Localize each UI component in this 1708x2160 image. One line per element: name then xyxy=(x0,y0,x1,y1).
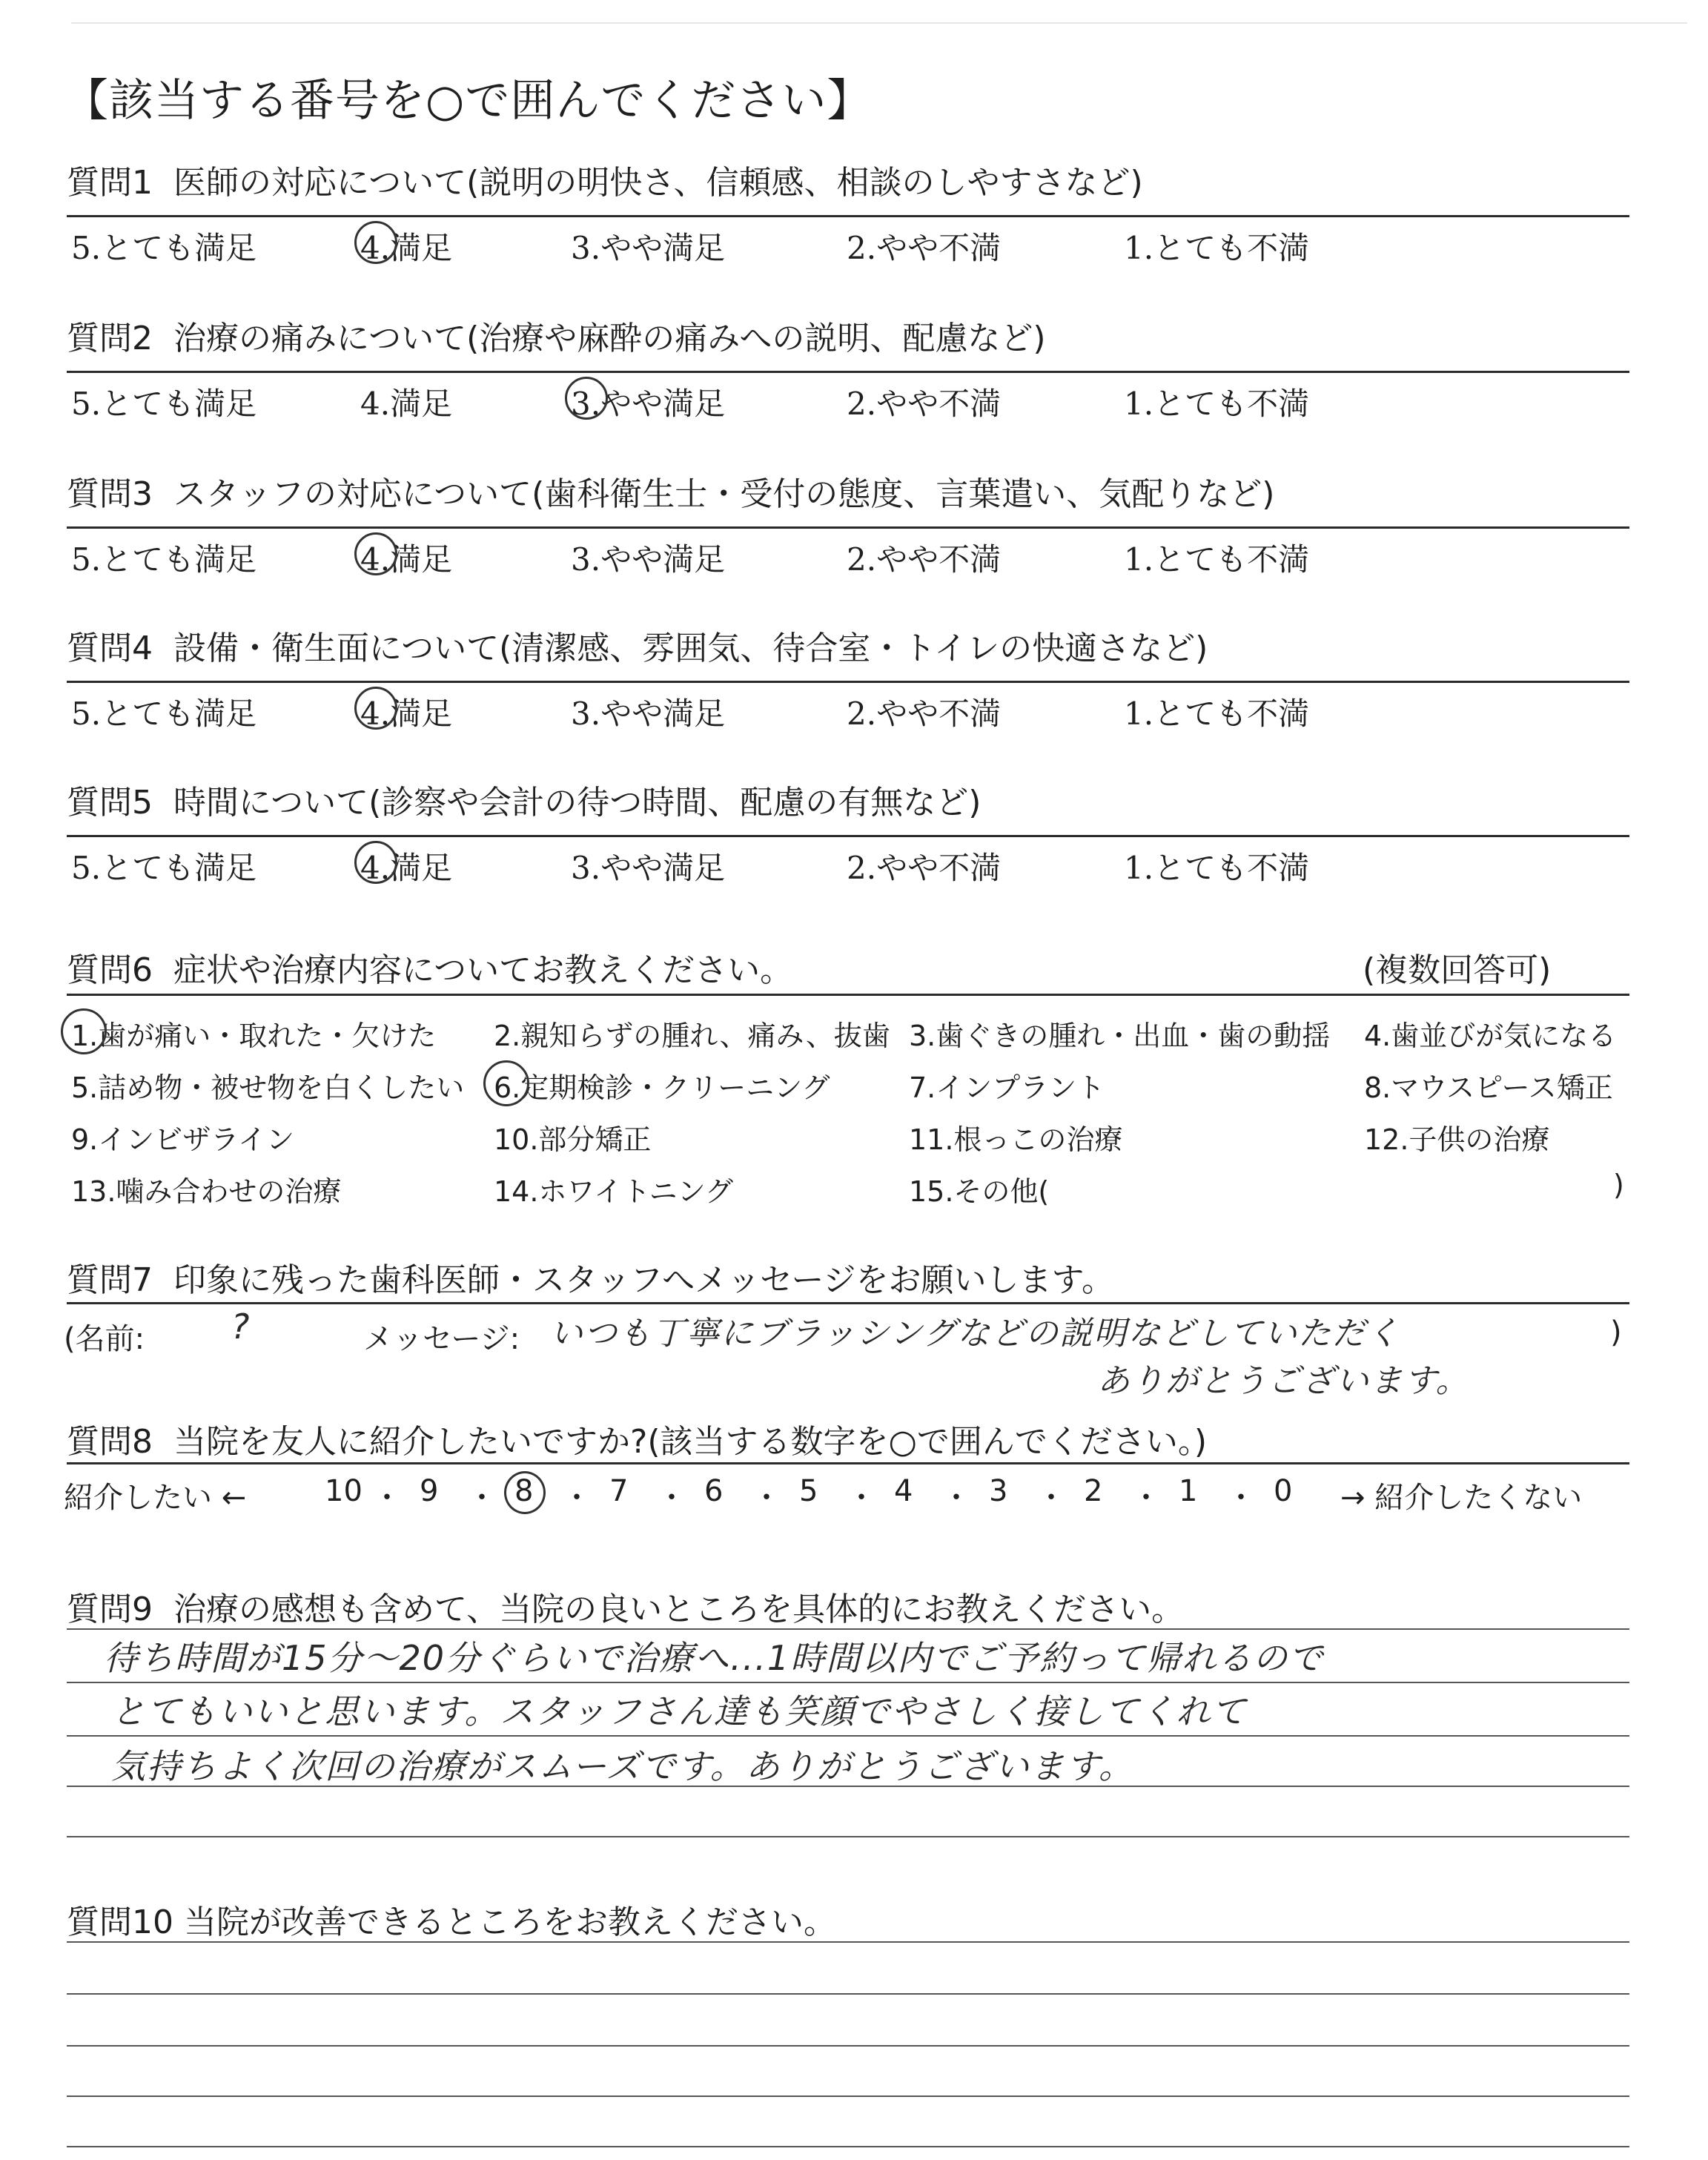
q6-selected-circle xyxy=(61,1008,107,1054)
q7-message-label: メッセージ: xyxy=(363,1322,520,1356)
q6-option-2[interactable]: 2.親知らずの腫れ、痛み、抜歯 xyxy=(494,1020,890,1052)
q6-option-8[interactable]: 8.マウスピース矯正 xyxy=(1364,1071,1613,1104)
q9-rule-3 xyxy=(67,1735,1629,1737)
q3-option-2[interactable]: 2.やや不満 xyxy=(847,541,1002,578)
q8-separator: ・ xyxy=(562,1481,592,1515)
q3-option-3[interactable]: 3.やや満足 xyxy=(571,541,726,578)
q9-label: 質問9 xyxy=(67,1591,153,1628)
q5-heading xyxy=(67,776,981,823)
q3-option-5[interactable]: 5.とても満足 xyxy=(71,541,257,578)
q2-selected-circle xyxy=(565,377,608,420)
q6-option-10[interactable]: 10.部分矯正 xyxy=(494,1123,652,1156)
q2-option-4[interactable]: 4.満足 xyxy=(360,386,453,422)
q2-option-3[interactable]: 3.やや満足 xyxy=(571,386,726,422)
q8-separator: ・ xyxy=(1226,1481,1256,1515)
q4-option-5[interactable]: 5.とても満足 xyxy=(71,696,257,732)
q3-option-4[interactable]: 4.満足 xyxy=(360,541,453,578)
q6-option-7[interactable]: 7.インプラント xyxy=(909,1071,1105,1104)
q8-number-0[interactable]: 0 xyxy=(1274,1474,1293,1508)
q6-selected-circle xyxy=(483,1060,529,1106)
q4-label: 質問4 xyxy=(67,630,153,667)
q5-option-3[interactable]: 3.やや満足 xyxy=(571,850,726,886)
q6-text: 症状や治療内容についてお教えください。 xyxy=(173,951,793,989)
q3-option-1[interactable]: 1.とても不満 xyxy=(1124,541,1310,578)
q8-heading xyxy=(67,1415,1207,1462)
q6-option-4[interactable]: 4.歯並びが気になる xyxy=(1364,1020,1617,1052)
q10-rule-5 xyxy=(67,2146,1629,2147)
q1-label: 質問1 xyxy=(67,164,153,202)
q7-message-line2[interactable]: ありがとうございます。 xyxy=(1097,1362,1470,1400)
q8-number-8[interactable]: 8 xyxy=(514,1474,534,1508)
q4-option-2[interactable]: 2.やや不満 xyxy=(847,696,1002,732)
q6-other-close: ) xyxy=(1613,1169,1624,1201)
q6-option-9[interactable]: 9.インビザライン xyxy=(71,1123,295,1156)
q1-heading xyxy=(67,156,1143,203)
q3-heading xyxy=(67,467,1274,515)
q1-option-4[interactable]: 4.満足 xyxy=(360,230,453,266)
q2-heading xyxy=(67,311,1046,359)
q6-heading xyxy=(67,943,792,991)
q5-option-1[interactable]: 1.とても不満 xyxy=(1124,850,1310,886)
q3-label: 質問3 xyxy=(67,475,153,513)
q8-label: 質問8 xyxy=(67,1423,153,1461)
q3-rule xyxy=(67,526,1629,529)
q6-rule xyxy=(67,994,1629,996)
q8-separator: ・ xyxy=(467,1481,497,1515)
q8-number-7[interactable]: 7 xyxy=(609,1474,629,1508)
q8-separator: ・ xyxy=(941,1481,971,1515)
q2-option-5[interactable]: 5.とても満足 xyxy=(71,386,257,422)
q4-option-4[interactable]: 4.満足 xyxy=(360,696,453,732)
q8-selected-circle xyxy=(504,1471,546,1514)
q8-number-9[interactable]: 9 xyxy=(420,1474,439,1508)
q8-separator: ・ xyxy=(1036,1481,1066,1515)
q9-answer-line-2[interactable]: とてもいいと思います。スタッフさん達も笑顔でやさしく接してくれて xyxy=(111,1691,1248,1731)
q1-option-1[interactable]: 1.とても不満 xyxy=(1124,230,1310,266)
q7-heading xyxy=(67,1253,1114,1301)
q9-rule-5 xyxy=(67,1836,1629,1837)
q9-answer-line-1[interactable]: 待ち時間が15分〜20分ぐらいで治療へ...1時間以内でご予約って帰れるので xyxy=(104,1638,1325,1678)
q6-option-12[interactable]: 12.子供の治療 xyxy=(1364,1123,1550,1156)
q8-number-4[interactable]: 4 xyxy=(894,1474,913,1508)
q3-selected-circle xyxy=(354,532,397,575)
q7-name-value[interactable]: ? xyxy=(231,1307,251,1347)
q9-answer-line-3[interactable]: 気持ちよく次回の治療がスムーズです。ありがとうございます。 xyxy=(111,1746,1135,1786)
q6-option-1[interactable]: 1.歯が痛い・取れた・欠けた xyxy=(71,1020,437,1052)
q6-option-3[interactable]: 3.歯ぐきの腫れ・出血・歯の動揺 xyxy=(909,1020,1331,1052)
q6-option-14[interactable]: 14.ホワイトニング xyxy=(494,1175,734,1208)
q1-option-3[interactable]: 3.やや満足 xyxy=(571,230,726,266)
q8-separator: ・ xyxy=(847,1481,876,1515)
q8-number-10[interactable]: 10 xyxy=(325,1474,363,1508)
q1-option-5[interactable]: 5.とても満足 xyxy=(71,230,257,266)
q7-message-line1[interactable]: いつも丁寧にブラッシングなどの説明などしていただく xyxy=(550,1315,1401,1353)
top-border xyxy=(71,22,1687,24)
q5-selected-circle xyxy=(354,841,397,884)
page-title: 【該当する番号を○で囲んでください】 xyxy=(64,75,873,127)
q8-number-3[interactable]: 3 xyxy=(989,1474,1008,1508)
q4-text: 設備・衛生面について(清潔感、雰囲気、待合室・トイレの快適さなど) xyxy=(173,630,1208,667)
q5-rule xyxy=(67,835,1629,837)
q8-right-label: → 紹介したくない xyxy=(1340,1481,1583,1515)
q1-text: 医師の対応について(説明の明快さ、信頼感、相談のしやすさなど) xyxy=(173,164,1143,202)
q5-option-4[interactable]: 4.満足 xyxy=(360,850,453,886)
q9-rule-2 xyxy=(67,1682,1629,1683)
q6-note: (複数回答可) xyxy=(1363,951,1552,989)
q6-option-13[interactable]: 13.噛み合わせの治療 xyxy=(71,1175,342,1208)
q7-text: 印象に残った歯科医師・スタッフへメッセージをお願いします。 xyxy=(173,1261,1114,1299)
q6-option-5[interactable]: 5.詰め物・被せ物を白くしたい xyxy=(71,1071,465,1104)
q8-number-5[interactable]: 5 xyxy=(799,1474,818,1508)
q6-label: 質問6 xyxy=(67,951,153,989)
q4-option-3[interactable]: 3.やや満足 xyxy=(571,696,726,732)
q8-text: 当院を友人に紹介したいですか?(該当する数字を○で囲んでください。) xyxy=(173,1423,1208,1461)
q8-number-6[interactable]: 6 xyxy=(704,1474,724,1508)
q7-label: 質問7 xyxy=(67,1261,153,1299)
q8-separator: ・ xyxy=(372,1481,402,1515)
q10-label: 質問10 xyxy=(67,1903,173,1941)
q8-rule xyxy=(67,1462,1629,1464)
q5-option-5[interactable]: 5.とても満足 xyxy=(71,850,257,886)
q9-text: 治療の感想も含めて、当院の良いところを具体的にお教えください。 xyxy=(173,1591,1185,1628)
q7-name-label: (名前: xyxy=(64,1322,145,1356)
q8-number-1[interactable]: 1 xyxy=(1179,1474,1198,1508)
q2-label: 質問2 xyxy=(67,320,153,357)
q4-option-1[interactable]: 1.とても不満 xyxy=(1124,696,1310,732)
q8-separator: ・ xyxy=(657,1481,686,1515)
q8-separator: ・ xyxy=(752,1481,781,1515)
q8-separator: ・ xyxy=(1131,1481,1161,1515)
q5-text: 時間について(診察や会計の待つ時間、配慮の有無など) xyxy=(173,784,982,822)
q2-text: 治療の痛みについて(治療や麻酔の痛みへの説明、配慮など) xyxy=(173,320,1046,357)
q10-text: 当院が改善できるところをお教えください。 xyxy=(184,1903,836,1941)
q7-rule xyxy=(67,1302,1629,1304)
q10-heading xyxy=(67,1895,836,1943)
q10-rule-2 xyxy=(67,1993,1629,1995)
q4-heading xyxy=(67,621,1208,669)
q8-number-2[interactable]: 2 xyxy=(1084,1474,1103,1508)
q5-label: 質問5 xyxy=(67,784,153,822)
q10-rule-3 xyxy=(67,2045,1629,2047)
q6-option-15[interactable]: 15.その他( xyxy=(909,1175,1050,1208)
q5-option-2[interactable]: 2.やや不満 xyxy=(847,850,1002,886)
q6-option-11[interactable]: 11.根っこの治療 xyxy=(909,1123,1123,1156)
q1-rule xyxy=(67,215,1629,217)
q2-option-1[interactable]: 1.とても不満 xyxy=(1124,386,1310,422)
q1-selected-circle xyxy=(354,221,397,264)
q1-option-2[interactable]: 2.やや不満 xyxy=(847,230,1002,266)
q9-heading xyxy=(67,1582,1184,1630)
q3-text: スタッフの対応について(歯科衛生士・受付の態度、言葉遣い、気配りなど) xyxy=(173,475,1275,513)
q7-close-paren: ) xyxy=(1610,1315,1622,1350)
q8-left-label: 紹介したい ← xyxy=(64,1481,247,1515)
q10-rule-1 xyxy=(67,1941,1629,1943)
q4-selected-circle xyxy=(354,687,397,730)
q4-rule xyxy=(67,681,1629,683)
q2-option-2[interactable]: 2.やや不満 xyxy=(847,386,1002,422)
q2-rule xyxy=(67,371,1629,373)
q9-rule-1 xyxy=(67,1628,1629,1630)
q6-option-6[interactable]: 6.定期検診・クリーニング xyxy=(494,1071,830,1104)
q10-rule-4 xyxy=(67,2095,1629,2097)
